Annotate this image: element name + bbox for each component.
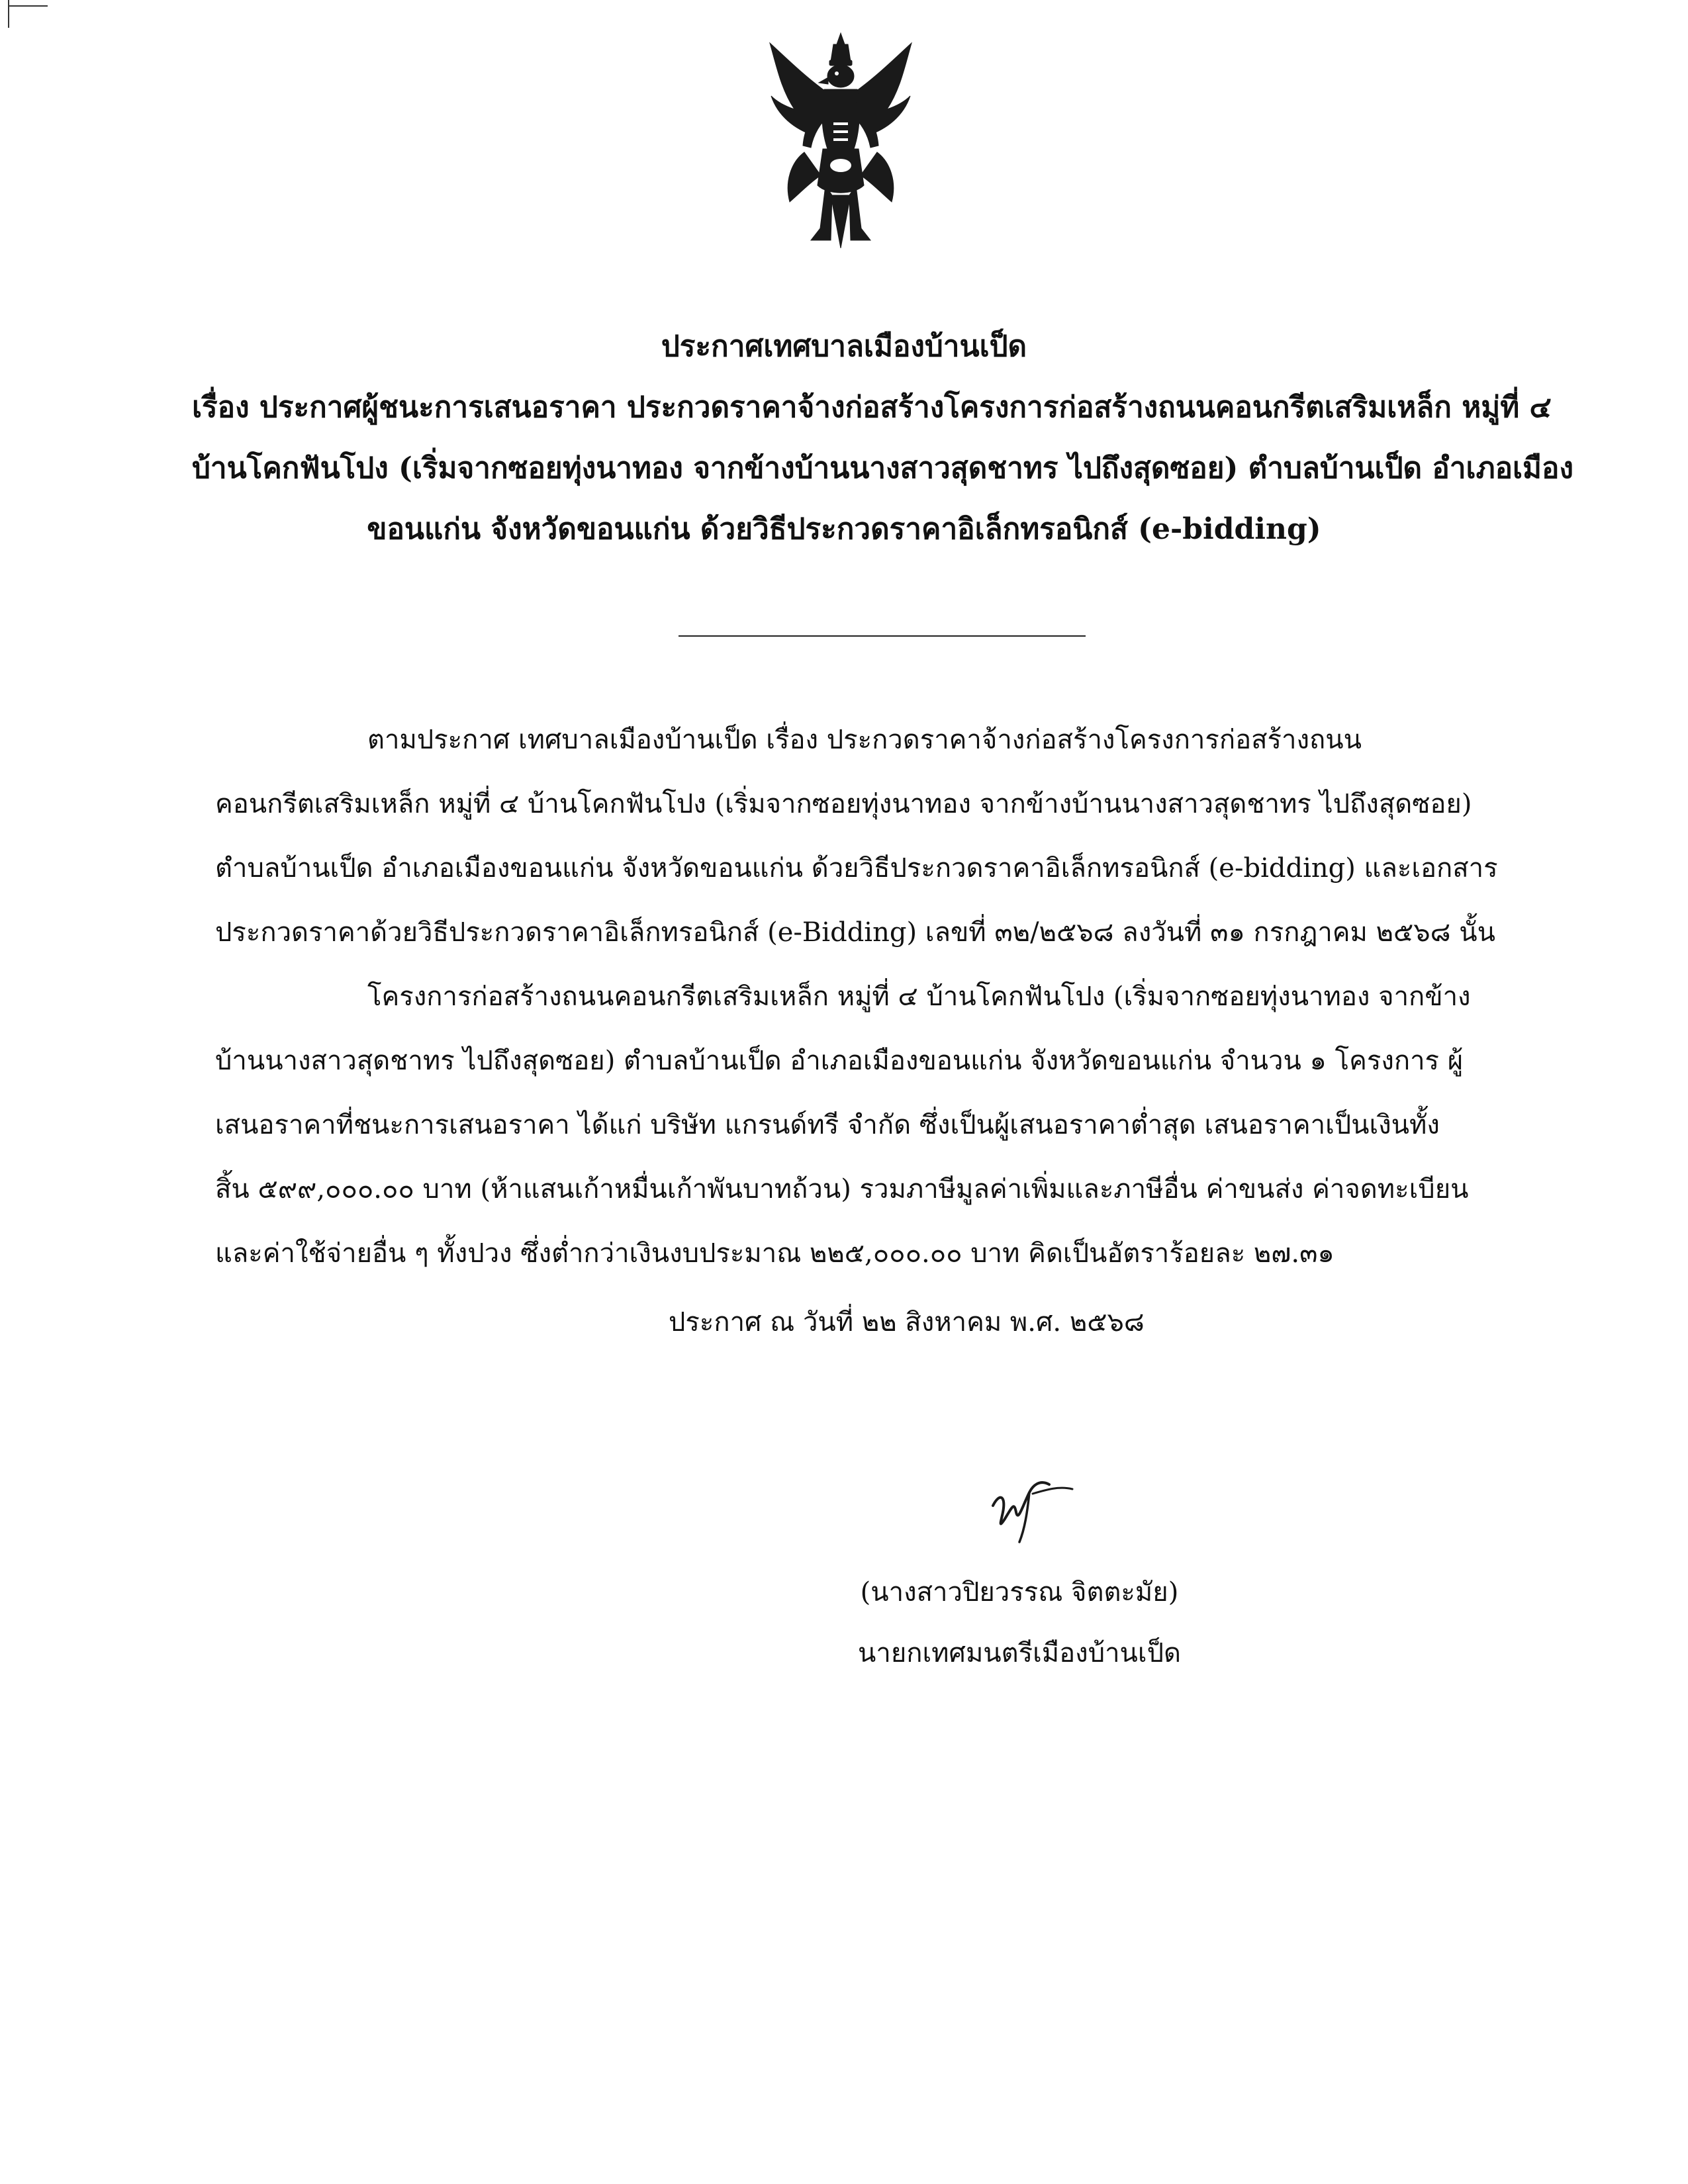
paragraph2-line-5: และค่าใช้จ่ายอื่น ๆ ทั้งปวง ซึ่งต่ำกว่าเงินงบประมาณ ๒๒๕,๐๐๐.๐๐ บาท คิดเป็นอัตราร้อยละ ๒๗.๓๑: [215, 1238, 1335, 1269]
title-line-3: บ้านโคกฟันโปง (เริ่มจากซอยทุ่งนาทอง จากข้างบ้านนางสาวสุดชาทร ไปถึงสุดซอย) ตำบลบ้านเป็ด อำเภอเมือง: [192, 451, 1573, 485]
paragraph2-line-2: บ้านนางสาวสุดชาทร ไปถึงสุดซอย) ตำบลบ้านเป็ด อำเภอเมืองขอนแก่น จังหวัดขอนแก่น จำนวน ๑ โครงการ ผู้: [215, 1046, 1464, 1076]
scan-edge-mark: [8, 0, 9, 28]
announcement-body: [215, 708, 1532, 1286]
garuda-emblem-icon: [765, 30, 917, 248]
paragraph2-line-3: เสนอราคาที่ชนะการเสนอราคา ได้แก่ บริษัท แกรนด์ทรี จำกัด ซึ่งเป็นผู้เสนอราคาต่ำสุด เสนอราคาเป็นเงินทั้ง: [215, 1110, 1440, 1140]
title-line-4: ขอนแก่น จังหวัดขอนแก่น ด้วยวิธีประกวดราคาอิเล็กทรอนิกส์ (e-bidding): [367, 512, 1321, 546]
paragraph2-line-1: โครงการก่อสร้างถนนคอนกรีตเสริมเหล็ก หมู่ที่ ๔ บ้านโคกฟันโปง (เริ่มจากซอยทุ่งนาทอง จากข้าง: [367, 981, 1471, 1012]
paragraph1-line-2: คอนกรีตเสริมเหล็ก หมู่ที่ ๔ บ้านโคกฟันโปง (เริ่มจากซอยทุ่งนาทอง จากข้างบ้านนางสาวสุดชาทร ไปถึงสุดซอย): [215, 789, 1472, 819]
paragraph1-line-3: ตำบลบ้านเป็ด อำเภอเมืองขอนแก่น จังหวัดขอนแก่น ด้วยวิธีประกวดราคาอิเล็กทรอนิกส์ (e-bidding) และเอกสาร: [215, 853, 1498, 884]
signer-name: (นางสาวปิยวรรณ จิตตะมัย): [860, 1577, 1179, 1608]
handwritten-signature: [966, 1466, 1086, 1545]
announcement-date: ประกาศ ณ วันที่ ๒๒ สิงหาคม พ.ศ. ๒๕๖๘: [669, 1307, 1145, 1338]
announcement-title: [192, 316, 1573, 560]
paragraph2-line-4: สิ้น ๕๙๙,๐๐๐.๐๐ บาท (ห้าแสนเก้าหมื่นเก้าพันบาทถ้วน) รวมภาษีมูลค่าเพิ่มและภาษีอื่น ค่าขนส่ง ค่าจดทะเบียน: [215, 1174, 1469, 1205]
title-line-2: เรื่อง ประกาศผู้ชนะการเสนอราคา ประกวดราคาจ้างก่อสร้างโครงการก่อสร้างถนนคอนกรีตเสริมเหล็ก หมู่ที่ ๔: [192, 390, 1552, 424]
paragraph1-line-1: ตามประกาศ เทศบาลเมืองบ้านเป็ด เรื่อง ประกวดราคาจ้างก่อสร้างโครงการก่อสร้างถนน: [367, 725, 1362, 755]
signer-block: [847, 1562, 1192, 1684]
scan-edge-mark-top: [8, 5, 48, 7]
signer-position: นายกเทศมนตรีเมืองบ้านเป็ด: [858, 1638, 1181, 1668]
title-divider: [679, 635, 1086, 637]
title-line-1: ประกาศเทศบาลเมืองบ้านเป็ด: [661, 330, 1027, 363]
paragraph1-line-4: ประกวดราคาด้วยวิธีประกวดราคาอิเล็กทรอนิกส์ (e-Bidding) เลขที่ ๓๒/๒๕๖๘ ลงวันที่ ๓๑ กรกฎาคม ๒๕๖๘ นั้น: [215, 917, 1495, 948]
